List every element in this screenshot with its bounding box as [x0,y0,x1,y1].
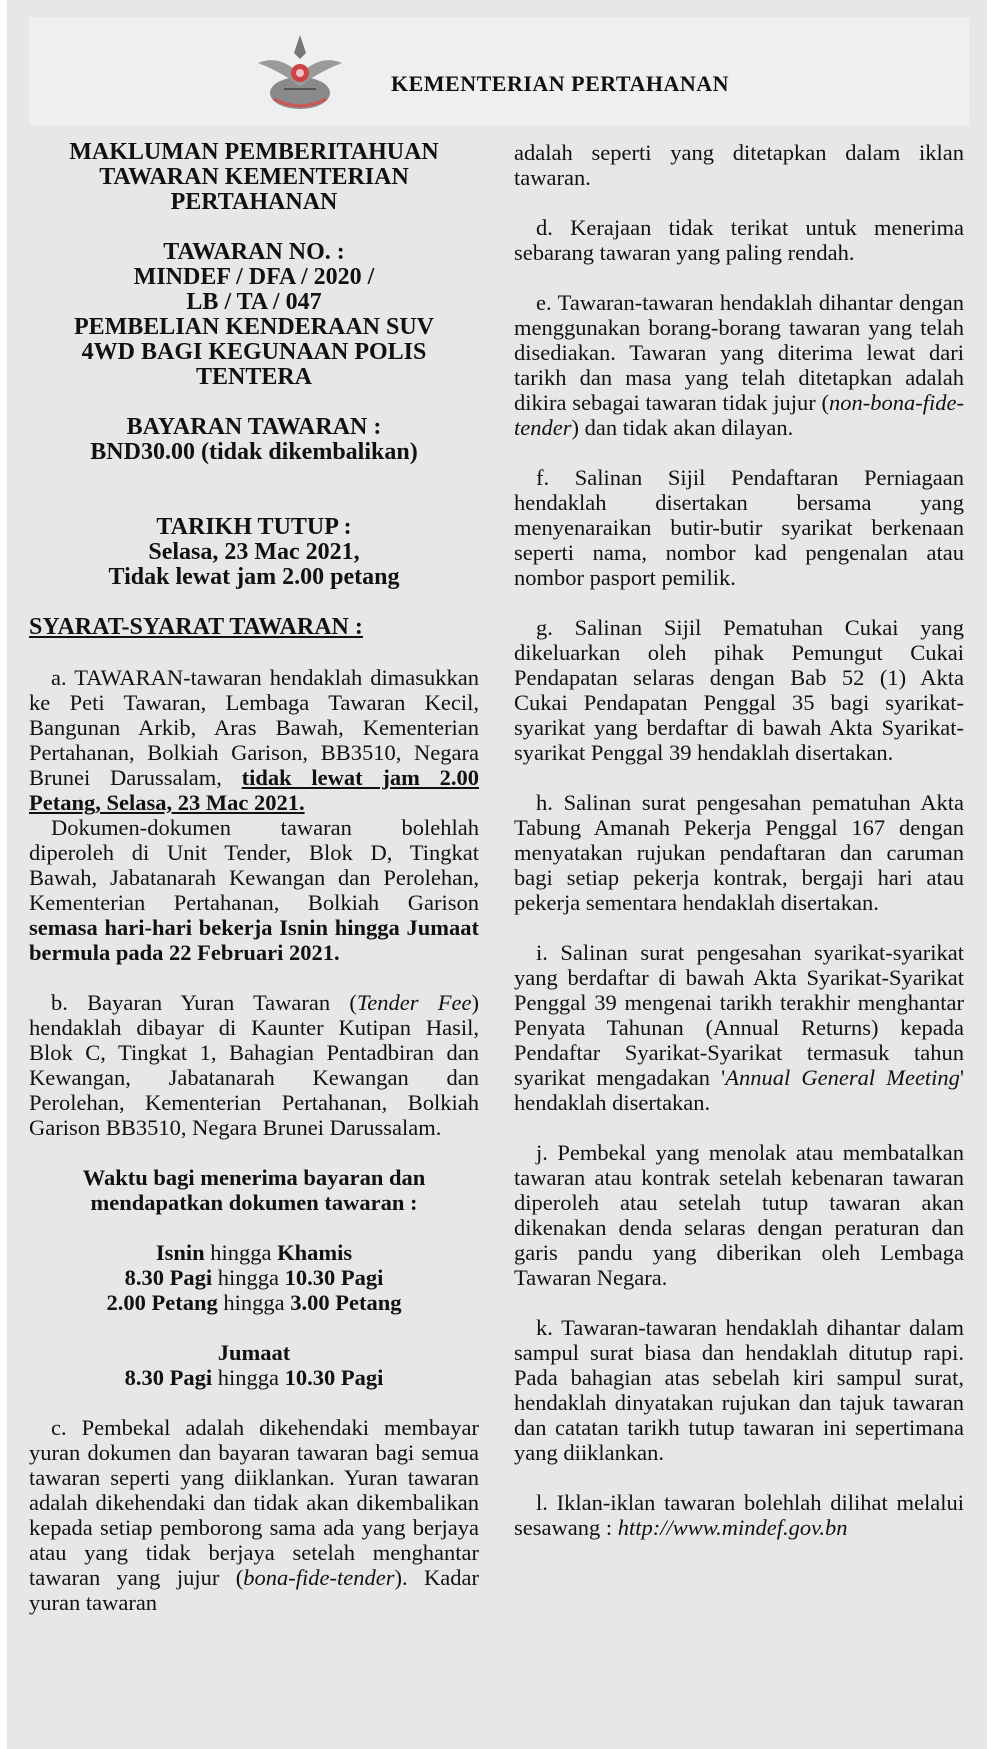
condition-j: j. Pembekal yang menolak atau membatalkan tawaran atau kontrak setelah kebenaran tawaran diperoleh atau setelah tutup tawaran akan dikenakan denda selaras dengan peraturan dan garis pandu yang diberikan oleh Lembaga Tawaran Negara. [514,1140,964,1290]
condition-g: g. Salinan Sijil Pematuhan Cukai yang dikeluarkan oleh pihak Pemungut Cukai Pendapatan selaras dengan Bab 52 (1) Akta Cukai Pendapatan Penggal 35 bagi syarikat-syarikat yang berdaftar di bawah Akta Syarikat-syarikat Penggal 39 hendaklah disertakan. [514,615,964,765]
condition-h: h. Salinan surat pengesahan pematuhan Akta Tabung Amanah Pekerja Penggal 167 dengan menyatakan rujukan pendaftaran dan caruman bagi setiap pekerja kontrak, bergaji hari atau pekerja sementara hendaklah disertakan. [514,790,964,915]
left-column [29,140,479,1615]
condition-i: i. Salinan surat pengesahan syarikat-syarikat yang berdaftar di bawah Akta Syarikat-Syarikat Penggal 39 mengenai tarikh terakhir menghantar Penyata Tahunan (Annual Returns) kepada Pendaftar Syarikat-Syarikat termasuk tahun syarikat mengadakan 'Annual General Meeting' hendaklah disertakan. [514,940,964,1115]
condition-a: a. TAWARAN-tawaran hendaklah dimasukkan ke Peti Tawaran, Lembaga Tawaran Kecil, Bangunan Arkib, Aras Bawah, Kementerian Pertahanan, Bolkiah Garison, BB3510, Negara Brunei Darussalam, tidak lewat jam 2.00 Petang, Selasa, 23 Mac 2021. [29,665,479,815]
condition-l: l. Iklan-iklan tawaran bolehlah dilihat melalui sesawang : http://www.mindef.gov.bn [514,1490,964,1540]
right-column [514,140,964,1540]
header-banner [29,17,969,125]
condition-a-documents: Dokumen-dokumen tawaran bolehlah diperoleh di Unit Tender, Blok D, Tingkat Bawah, Jabatanarah Kewangan dan Perolehan, Kementerian Pertahanan, Bolkiah Garison semasa hari-hari bekerja Isnin hingga Jumaat bermula pada 22 Februari 2021. [29,815,479,965]
tender-number: TAWARAN NO. : MINDEF / DFA / 2020 / LB / TA / 047 PEMBELIAN KENDERAAN SUV 4WD BAGI KEGUNAAN POLIS TENTERA [73,239,435,390]
crest-icon [254,29,346,115]
website-link[interactable]: http://www.mindef.gov.bn [617,1515,848,1540]
notice-title: MAKLUMAN PEMBERITAHUAN TAWARAN KEMENTERIAN PERTAHANAN [69,139,439,215]
condition-k: k. Tawaran-tawaran hendaklah dihantar dalam sampul surat biasa dan hendaklah ditutup rapi. Pada bahagian atas sebelah kiri sampul surat, hendaklah dinyatakan rujukan dan tajuk tawaran dan catatan tarikh tutup tawaran ini sepertimana yang diiklankan. [514,1315,964,1465]
condition-b: b. Bayaran Yuran Tawaran (Tender Fee) hendaklah dibayar di Kaunter Kutipan Hasil, Blok C, Tingkat 1, Bahagian Pentadbiran dan Kewangan, Jabatanarah Kewangan dan Perolehan, Kementerian Pertahanan, Bolkiah Garison BB3510, Negara Brunei Darussalam. [29,990,479,1140]
closing-date: TARIKH TUTUP : Selasa, 23 Mac 2021, Tidak lewat jam 2.00 petang [108,514,400,590]
notice-page [7,0,987,1749]
conditions-heading: SYARAT-SYARAT TAWARAN : [29,614,363,640]
condition-c-continued: adalah seperti yang ditetapkan dalam iklan tawaran. [514,140,964,190]
ministry-name: KEMENTERIAN PERTAHANAN [391,71,730,96]
condition-e: e. Tawaran-tawaran hendaklah dihantar dengan menggunakan borang-borang tawaran yang telah disediakan. Tawaran yang diterima lewat dari tarikh dan masa yang telah ditetapkan adalah dikira sebagai tawaran tidak jujur (non-bona-fide-tender) dan tidak akan dilayan. [514,290,964,440]
condition-f: f. Salinan Sijil Pendaftaran Perniagaan hendaklah disertakan bersama yang menyenaraikan butir-butir syarikat berkenaan seperti nama, nombor kad pengenalan atau nombor pasport pemilik. [514,465,964,590]
condition-d: d. Kerajaan tidak terikat untuk menerima sebarang tawaran yang paling rendah. [514,215,964,265]
condition-c: c. Pembekal adalah dikehendaki membayar yuran dokumen dan bayaran tawaran bagi semua tawaran seperti yang diiklankan. Yuran tawaran adalah dikehendaki dan tidak akan dikembalikan kepada setiap pemborong sama ada yang berjaya atau yang tidak berjaya setelah menghantar tawaran yang jujur (bona-fide-tender). Kadar yuran tawaran [29,1415,479,1615]
office-hours: Waktu bagi menerima bayaran dan mendapatkan dokumen tawaran : Isnin hingga Khamis 8.30 Pagi hingga 10.30 Pagi 2.00 Petang hingga 3.00 Petang Jumaat 8.30 Pagi hingga 10.30 Pagi [82,1165,426,1390]
tender-fee: BAYARAN TAWARAN : BND30.00 (tidak dikembalikan) [90,414,418,465]
